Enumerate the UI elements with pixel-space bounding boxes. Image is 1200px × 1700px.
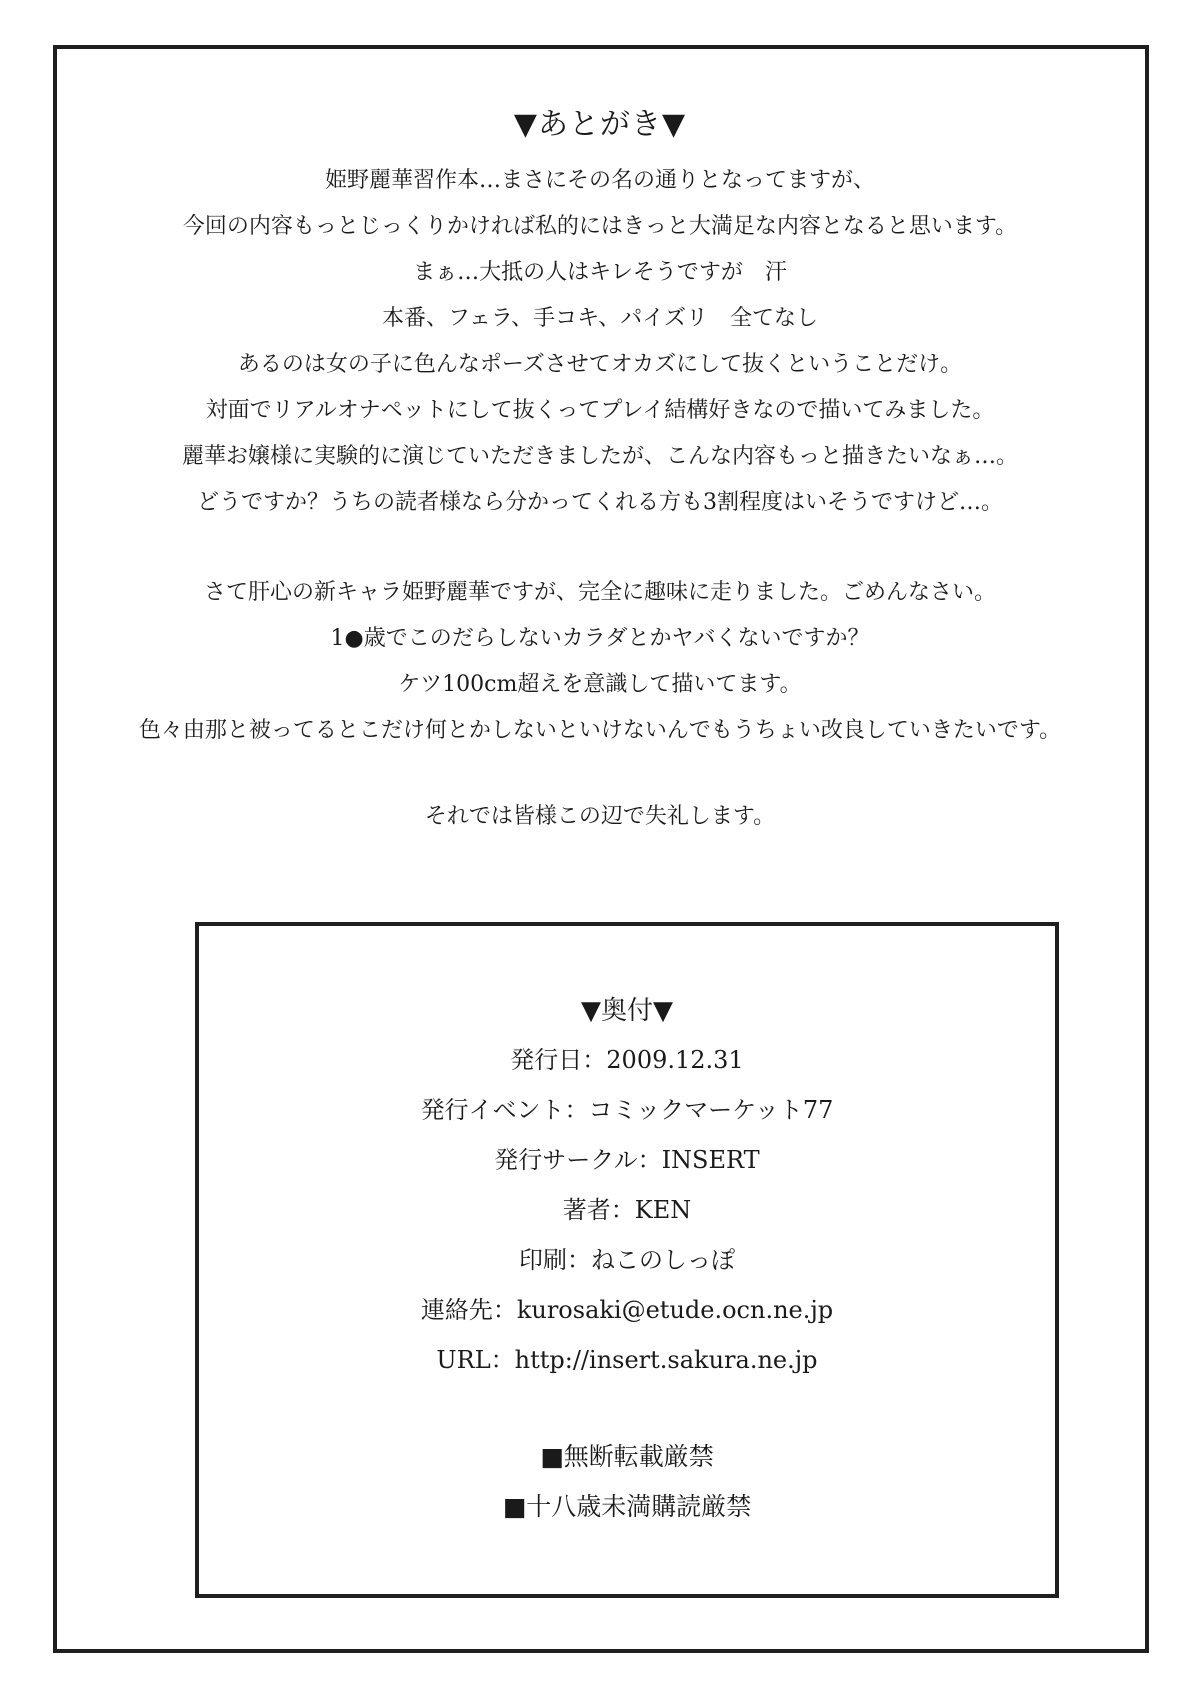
colophon-url: URL：http://insert.sakura.ne.jp [436,1346,818,1374]
afterword-line: 1●歳でこのだらしないカラダとかヤバくないですか？ [330,626,870,651]
afterword-line: さて肝心の新キャラ姫野麗華ですが、完全に趣味に走りました。ごめんなさい。 [203,580,996,605]
afterword-closing: それでは皆様この辺で失礼します。 [424,804,776,829]
colophon-issue-date: 発行日：2009.12.31 [510,1046,744,1074]
afterword-line: あるのは女の子に色んなポーズさせてオカズにして抜くということだけ。 [237,352,963,377]
afterword-line: 今回の内容もっとじっくりかければ私的にはきっと大満足な内容となると思います。 [182,214,1018,239]
colophon-title: ▼奥付▼ [581,996,673,1026]
afterword-line: 本番、フェラ、手コキ、パイズリ 全てなし [381,306,819,331]
afterword-title: ▼あとがき▼ [513,107,687,142]
notice-age-restriction: ■十八歳未満購読厳禁 [502,1492,752,1521]
colophon-box [195,922,1059,1598]
afterword-line: どうですか？うちの読者様なら分かってくれる方も3割程度はいそうですけど…。 [197,490,1003,515]
colophon-author: 著者：KEN [562,1196,692,1224]
colophon-event: 発行イベント：コミックマーケット77 [420,1096,834,1124]
afterword-line: ケツ100cm超えを意識して描いてます。 [398,672,802,697]
colophon-circle: 発行サークル：INSERT [494,1146,760,1174]
afterword-line: 対面でリアルオナペットにして抜くってプレイ結構好きなので描いてみました。 [205,398,995,423]
afterword-line: 色々由那と被ってるとこだけ何とかしないといけないんでもうちょい改良していきたいです。 [138,718,1062,743]
afterword-line: まぁ…大抵の人はキレそうですが 汗 [413,260,787,285]
notice-no-reproduction: ■無断転載厳禁 [540,1442,714,1471]
colophon-printer: 印刷：ねこのしっぽ [519,1246,735,1274]
afterword-line: 麗華お嬢様に実験的に演じていただきましたが、こんな内容もっと描きたいなぁ…。 [181,444,1018,469]
afterword-line: 姫野麗華習作本…まさにその名の通りとなってますが、 [324,168,875,193]
colophon-contact: 連絡先：kurosaki@etude.ocn.ne.jp [420,1296,834,1324]
